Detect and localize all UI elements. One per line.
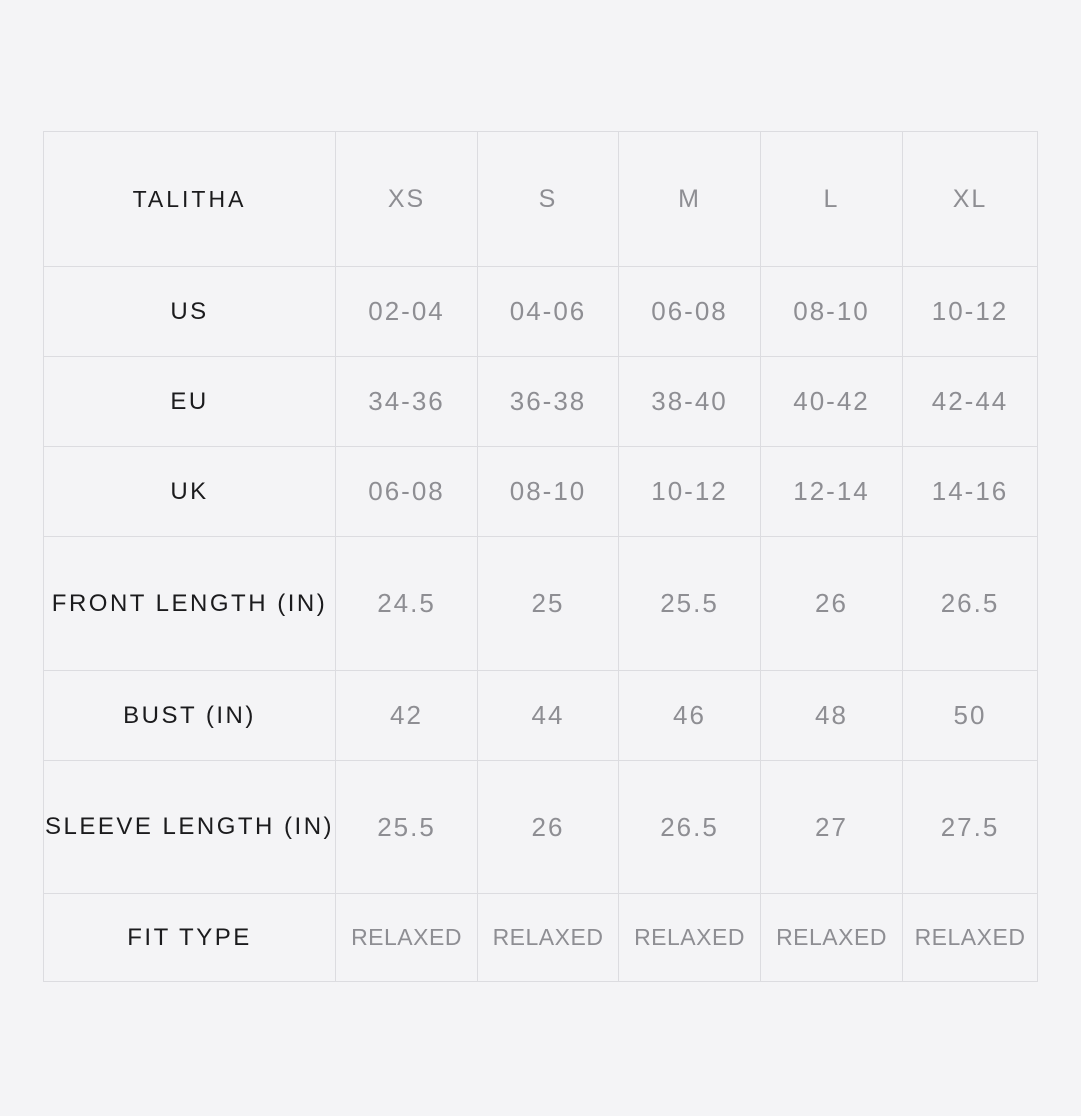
- value-uk-xl: 14-16: [903, 447, 1038, 537]
- row-fit-type: [44, 894, 1038, 982]
- size-chart-table: [43, 131, 1038, 982]
- row-us: [44, 267, 1038, 357]
- value-sleeve-length-m: 26.5: [619, 761, 761, 894]
- value-bust-s: 44: [478, 671, 619, 761]
- value-sleeve-length-xl: 27.5: [903, 761, 1038, 894]
- value-front-length-xl: 26.5: [903, 537, 1038, 671]
- value-uk-xs: 06-08: [336, 447, 478, 537]
- value-sleeve-length-l: 27: [761, 761, 903, 894]
- brand-cell: TALITHA: [44, 132, 336, 267]
- value-bust-xl: 50: [903, 671, 1038, 761]
- value-us-l: 08-10: [761, 267, 903, 357]
- value-sleeve-length-s: 26: [478, 761, 619, 894]
- column-header-xs: XS: [336, 132, 478, 267]
- row-label-us: US: [44, 267, 336, 357]
- row-uk: [44, 447, 1038, 537]
- row-label-fit-type: FIT TYPE: [44, 894, 336, 982]
- value-front-length-s: 25: [478, 537, 619, 671]
- row-label-front-length: FRONT LENGTH (IN): [44, 537, 336, 671]
- value-bust-m: 46: [619, 671, 761, 761]
- value-us-s: 04-06: [478, 267, 619, 357]
- value-eu-xl: 42-44: [903, 357, 1038, 447]
- column-header-xl: XL: [903, 132, 1038, 267]
- value-us-xs: 02-04: [336, 267, 478, 357]
- value-front-length-m: 25.5: [619, 537, 761, 671]
- column-header-s: S: [478, 132, 619, 267]
- value-eu-s: 36-38: [478, 357, 619, 447]
- value-bust-l: 48: [761, 671, 903, 761]
- value-uk-l: 12-14: [761, 447, 903, 537]
- value-fit-type-xl: RELAXED: [903, 894, 1038, 982]
- row-sleeve-length: [44, 761, 1038, 894]
- column-header-l: L: [761, 132, 903, 267]
- value-eu-m: 38-40: [619, 357, 761, 447]
- value-uk-m: 10-12: [619, 447, 761, 537]
- value-eu-l: 40-42: [761, 357, 903, 447]
- value-front-length-xs: 24.5: [336, 537, 478, 671]
- row-eu: [44, 357, 1038, 447]
- row-label-uk: UK: [44, 447, 336, 537]
- value-fit-type-l: RELAXED: [761, 894, 903, 982]
- value-us-m: 06-08: [619, 267, 761, 357]
- value-fit-type-m: RELAXED: [619, 894, 761, 982]
- row-front-length: [44, 537, 1038, 671]
- value-us-xl: 10-12: [903, 267, 1038, 357]
- value-uk-s: 08-10: [478, 447, 619, 537]
- row-label-sleeve-length: SLEEVE LENGTH (IN): [44, 761, 336, 894]
- value-bust-xs: 42: [336, 671, 478, 761]
- row-label-eu: EU: [44, 357, 336, 447]
- value-fit-type-xs: RELAXED: [336, 894, 478, 982]
- value-fit-type-s: RELAXED: [478, 894, 619, 982]
- row-label-bust: BUST (IN): [44, 671, 336, 761]
- row-bust: [44, 671, 1038, 761]
- column-header-m: M: [619, 132, 761, 267]
- value-eu-xs: 34-36: [336, 357, 478, 447]
- value-front-length-l: 26: [761, 537, 903, 671]
- header-row: [44, 132, 1038, 267]
- value-sleeve-length-xs: 25.5: [336, 761, 478, 894]
